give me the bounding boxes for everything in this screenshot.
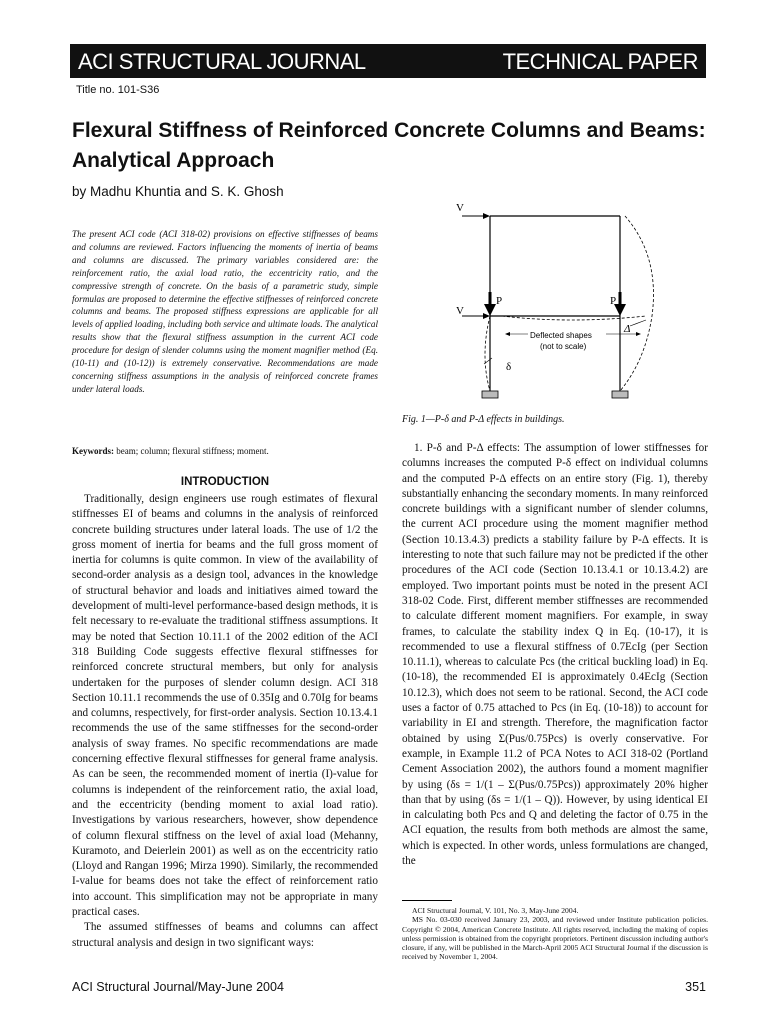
abstract: The present ACI code (ACI 318-02) provisions on effective stiffnesses of beams and columns are reviewed. Factors influencing the moments of inertia of beams and columns are discussed. The primary variables considered are: the reinforcement ratio, the axial load ratio, the eccentricity ratio, and the compressive strength of concrete. On the basis of a parametric study, simple formulas are proposed to determine the effective stiffnesses of reinforced concrete columns and beams. The proposed stiffness expressions are applicable for all levels of applied loading, including both service and ultimate loads. The analytical results show that the flexural stiffness assumption in the current ACI code procedure for design of slender columns using the moment magnifier method (Eq. (10-11) and (10-12)) is extremely conservative. Recommendations are made concerning stiffness assumptions in the analysis of reinforced concrete frames under lateral loads. [72,229,378,394]
footnote-line: ACI Structural Journal, V. 101, No. 3, May-June 2004. [412,906,579,915]
label-delta-big: Δ [624,323,631,335]
page-number: 351 [685,980,706,994]
journal-banner [70,44,706,78]
paper-type: TECHNICAL PAPER [502,49,698,74]
footnote-line: MS No. 03-030 received January 23, 2003, and reviewed under Institute publication policies. Copyright © 2004, American Concrete Institute. All rights reserved, including the making of copies unless permission is obtained from the copyright proprietors. Pertinent discussion including author's closure, if any, will be published in the March-April 2005 ACI Structural Journal if the discussion is received by November 1, 2004. [402,915,708,962]
keywords [72,446,378,456]
authors: by Madhu Khuntia and S. K. Ghosh [72,184,284,199]
label-deflected-shapes: Deflected shapes [530,331,592,340]
journal-name: ACI STRUCTURAL JOURNAL [78,49,366,74]
label-v-top: V [456,202,464,214]
figure-frame-diagram [420,196,690,406]
label-p-left: P [496,295,503,307]
footnote [402,906,708,962]
keywords-label: Keywords: [72,446,114,456]
section-heading-introduction: INTRODUCTION [180,476,270,488]
page-footer-journal: ACI Structural Journal/May-June 2004 [72,980,284,994]
title-number: Title no. 101-S36 [76,84,160,96]
body-column-left [72,492,378,951]
body-column-right [402,441,708,869]
paper-title: Flexural Stiffness of Reinforced Concrete Columns and Beams: Analytical Approach [72,119,706,172]
paragraph: Traditionally, design engineers use rough estimates of flexural stiffnesses EI of beams and columns in the analysis of reinforced concrete building structures under lateral loads. The use of 1/2 the gross moment of inertia for beams and the full gross moment of inertia for columns is quite common. In view of the availability of second-order analysis as a design tool, advances in the knowledge of structural behavior and loads and initiatives aimed toward the development of multi-level performance-based design methods, it is felt necessary to re-evaluate the traditional stiffness assumptions. It may be noted that Section 10.11.1 of the 2002 edition of the ACI 318 Building Code suggests effective flexural stiffnesses for reinforced concrete structural members, but only for analysis undertaken for the purposes of slender column design. ACI 318 Section 10.11.1 recommends the use of 0.35Ig and 0.70Ig for beams and columns, respectively, for first-order analysis. Section 10.13.4.1 recommends the use of the same stiffnesses for the second-order analysis of sway frames. No specific recommendations are made concerning effective flexural stiffnesses for general frame analysis. As can be seen, the recommended moment of inertia (I)-value for columns is independent of the reinforcement ratio, the axial load, and the eccentricity (bending moment to axial load ratio). Investigations by various researchers, however, show dependence of column flexural stiffness on the level of axial load (Mehanny, Kuramoto, and Deierlein 2001) as well as on the eccentricity ratio (Lloyd and Rangan 1996; Mirza 1990). Similarly, the recommended I-value for beams does not take the effect of reinforcement ratio into account. This simplification may not be appropriate in many practical cases. [72,493,378,919]
paragraph: 1. P-δ and P-Δ effects: The assumption of lower stiffnesses for columns increases the computed P-δ effect on individual columns and the computed P-Δ effects on an entire story (Fig. 1), thereby substantially enhancing the secondary moments. In many reinforced concrete buildings with a significant number of slender columns, the current ACI procedure using the moment magnifier method (Section 10.13.4.3) predicts a stability failure by P-Δ effects. It is interesting to note that such failure may not be predicted if the other procedures of the ACI code (Section 10.13.4.1 or 10.13.4.2) are employed. Two important points must be noted in the present ACI 318-02 Code. First, different member stiffnesses are recommended to calculate different moment magnifiers. For example, in sway frames, to calculate the stability index Q in Eq. (10-17), it is recommended to use a flexural stiffness of 0.7EcIg (per Section 10.11.1), whereas to calculate Pcs (the critical buckling load) in Eq. (10-18), the recommended EI is approximately 0.4EcIg (Section 10.12.3), which does not seem to be rational. Second, the ACI code uses a factor of 0.75 attached to Pcs (in Eq. (10-18)) to account for variability in EI and strength. Therefore, the magnification factor obtained by using Σ(Pus/0.75Pcs) is overly conservative. For example, in Example 11.2 of PCA Notes to ACI 318-02 (Portland Cement Association 2002), the authors found a moment magnifier by using (δs = 1/(1 – Σ(Pus/0.75Pcs)) approximately 20% higher than that by using (δs = 1/(1 – Q)). However, by using identical EI in calculating both Pcs and Q and deleting the factor of 0.75 in the ACI equation, the results from both methods are almost the same, which is expected. In other words, unless formulations are changed, the [402,442,708,868]
paragraph: The assumed stiffnesses of beams and columns can affect structural analysis and design in two significant ways: [72,921,378,949]
keywords-text: beam; column; flexural stiffness; moment. [116,446,269,456]
label-p-right: P [610,295,617,307]
label-not-to-scale: (not to scale) [540,342,587,351]
label-v-mid: V [456,305,464,317]
label-delta-small: δ [506,361,512,373]
footnote-rule [402,900,452,901]
figure-caption: Fig. 1—P-δ and P-Δ effects in buildings. [402,414,565,425]
